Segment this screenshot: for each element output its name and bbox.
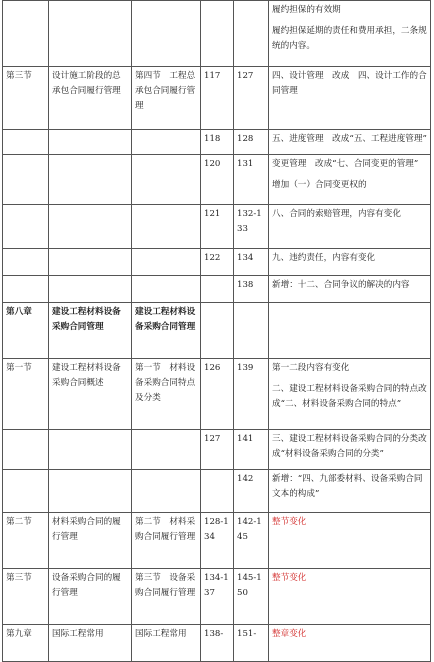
note-line: 增加（一）合同变更权的: [272, 180, 367, 190]
cell-change-note: [269, 430, 431, 470]
cell-old-page: 127: [201, 430, 234, 470]
cell-change-note: [269, 130, 431, 155]
cell-new-page: 128: [234, 130, 269, 155]
cell-new-page: 141: [234, 430, 269, 470]
cell-change-note: [269, 249, 431, 276]
cell-old-title: [49, 249, 132, 276]
table-row: [3, 513, 431, 569]
table-row: [3, 67, 431, 130]
table-row: [3, 130, 431, 155]
cell-new-title: 第一节 材料设备采购合同特点及分类: [132, 359, 201, 430]
cell-change-note: [269, 276, 431, 303]
cell-new-page: 127: [234, 67, 269, 130]
cell-old-chapter: [3, 249, 49, 276]
cell-old-page: [201, 470, 234, 513]
note-line: 新增：十二、合同争议的解决的内容: [272, 280, 410, 290]
cell-change-note: [269, 470, 431, 513]
cell-new-title: [132, 249, 201, 276]
cell-old-chapter: 第八章: [3, 303, 49, 359]
cell-new-page: 139: [234, 359, 269, 430]
note-line: 三、建设工程材料设备采购合同的分类改成“材料设备采购合同的分类”: [272, 434, 427, 459]
cell-new-title: 第二节 材料采购合同履行管理: [132, 513, 201, 569]
table-row: [3, 249, 431, 276]
cell-old-chapter: [3, 276, 49, 303]
cell-old-title: 建设工程材料设备采购合同概述: [49, 359, 132, 430]
cell-new-title: [132, 155, 201, 205]
cell-old-chapter: [3, 130, 49, 155]
cell-old-title: [49, 1, 132, 67]
note-line: 整章变化: [272, 629, 307, 639]
cell-old-page: 138-: [201, 625, 234, 662]
cell-old-chapter: 第一节: [3, 359, 49, 430]
cell-old-title: [49, 430, 132, 470]
cell-new-title: [132, 130, 201, 155]
cell-change-note: [269, 513, 431, 569]
cell-change-note: [269, 625, 431, 662]
cell-old-chapter: [3, 205, 49, 249]
cell-old-chapter: [3, 1, 49, 67]
table-row: [3, 569, 431, 625]
cell-old-chapter: 第三节: [3, 67, 49, 130]
cell-new-page: 142: [234, 470, 269, 513]
note-line: 九、违约责任，内容有变化: [272, 253, 376, 263]
cell-change-note: [269, 205, 431, 249]
cell-old-title: [49, 130, 132, 155]
note-line: 新增：“四、九部委材料、设备采购合同文本的构成”: [272, 474, 423, 499]
cell-change-note: [269, 67, 431, 130]
cell-old-page: 121: [201, 205, 234, 249]
cell-change-note: [269, 303, 431, 359]
cell-old-title: [49, 155, 132, 205]
cell-change-note: [269, 155, 431, 205]
cell-old-chapter: [3, 470, 49, 513]
cell-new-title: [132, 1, 201, 67]
table-row: [3, 470, 431, 513]
table-row: [3, 430, 431, 470]
cell-old-title: [49, 205, 132, 249]
table-row: [3, 276, 431, 303]
cell-old-page: 126: [201, 359, 234, 430]
cell-old-title: 国际工程常用: [49, 625, 132, 662]
cell-old-page: [201, 303, 234, 359]
cell-old-page: 120: [201, 155, 234, 205]
cell-new-page: 142-145: [234, 513, 269, 569]
cell-new-title: [132, 205, 201, 249]
note-line: 变更管理 改成“七、合同变更的管理”: [272, 159, 419, 169]
cell-old-page: [201, 1, 234, 67]
cell-new-page: 134: [234, 249, 269, 276]
cell-old-chapter: 第九章: [3, 625, 49, 662]
cell-old-title: 设备采购合同的履行管理: [49, 569, 132, 625]
note-line: 四、设计管理 改成 四、设计工作的合同管理: [272, 71, 427, 96]
cell-old-page: 117: [201, 67, 234, 130]
note-line: 五、进度管理 改成“五、工程进度管理”: [272, 134, 427, 144]
cell-old-page: 128-134: [201, 513, 234, 569]
cell-old-title: 设计施工阶段的总承包合同履行管理: [49, 67, 132, 130]
cell-old-chapter: 第三节: [3, 569, 49, 625]
note-line: 整节变化: [272, 517, 307, 527]
cell-new-page: 138: [234, 276, 269, 303]
cell-old-chapter: 第二节: [3, 513, 49, 569]
cell-new-title: 第四节 工程总承包合同履行管理: [132, 67, 201, 130]
note-line: 二、建设工程材料设备采购合同的特点改成“二、材料设备采购合同的特点”: [272, 384, 427, 409]
note-line: 履约担保延期的责任和费用承担，二条规统的内容。: [272, 26, 427, 51]
cell-new-page: 151-: [234, 625, 269, 662]
cell-change-note: [269, 1, 431, 67]
cell-old-page: 118: [201, 130, 234, 155]
cell-change-note: [269, 359, 431, 430]
table-row: [3, 155, 431, 205]
table-row: [3, 1, 431, 67]
cell-old-title: [49, 276, 132, 303]
cell-new-page: [234, 303, 269, 359]
note-line: 第一二段内容有变化: [272, 363, 350, 373]
cell-old-page: 122: [201, 249, 234, 276]
cell-change-note: [269, 569, 431, 625]
cell-new-title: [132, 430, 201, 470]
cell-new-page: 131: [234, 155, 269, 205]
cell-new-title: [132, 470, 201, 513]
table-row: [3, 303, 431, 359]
note-line: 整节变化: [272, 573, 307, 583]
note-line: 八、合同的索赔管理，内容有变化: [272, 209, 401, 219]
table-row: [3, 625, 431, 662]
cell-old-page: 134-137: [201, 569, 234, 625]
cell-old-chapter: [3, 430, 49, 470]
cell-old-title: [49, 470, 132, 513]
table-row: [3, 205, 431, 249]
cell-new-title: 第三节 设备采购合同履行管理: [132, 569, 201, 625]
cell-new-title: [132, 276, 201, 303]
table-row: [3, 359, 431, 430]
comparison-table: [2, 0, 431, 662]
cell-new-page: 145-150: [234, 569, 269, 625]
cell-new-title: 国际工程常用: [132, 625, 201, 662]
cell-new-page: [234, 1, 269, 67]
cell-old-page: [201, 276, 234, 303]
cell-old-title: 建设工程材料设备采购合同管理: [49, 303, 132, 359]
cell-old-chapter: [3, 155, 49, 205]
cell-old-title: 材料采购合同的履行管理: [49, 513, 132, 569]
note-line: 履约担保的有效期: [272, 5, 341, 15]
cell-new-title: 建设工程材料设备采购合同管理: [132, 303, 201, 359]
cell-new-page: 132-133: [234, 205, 269, 249]
